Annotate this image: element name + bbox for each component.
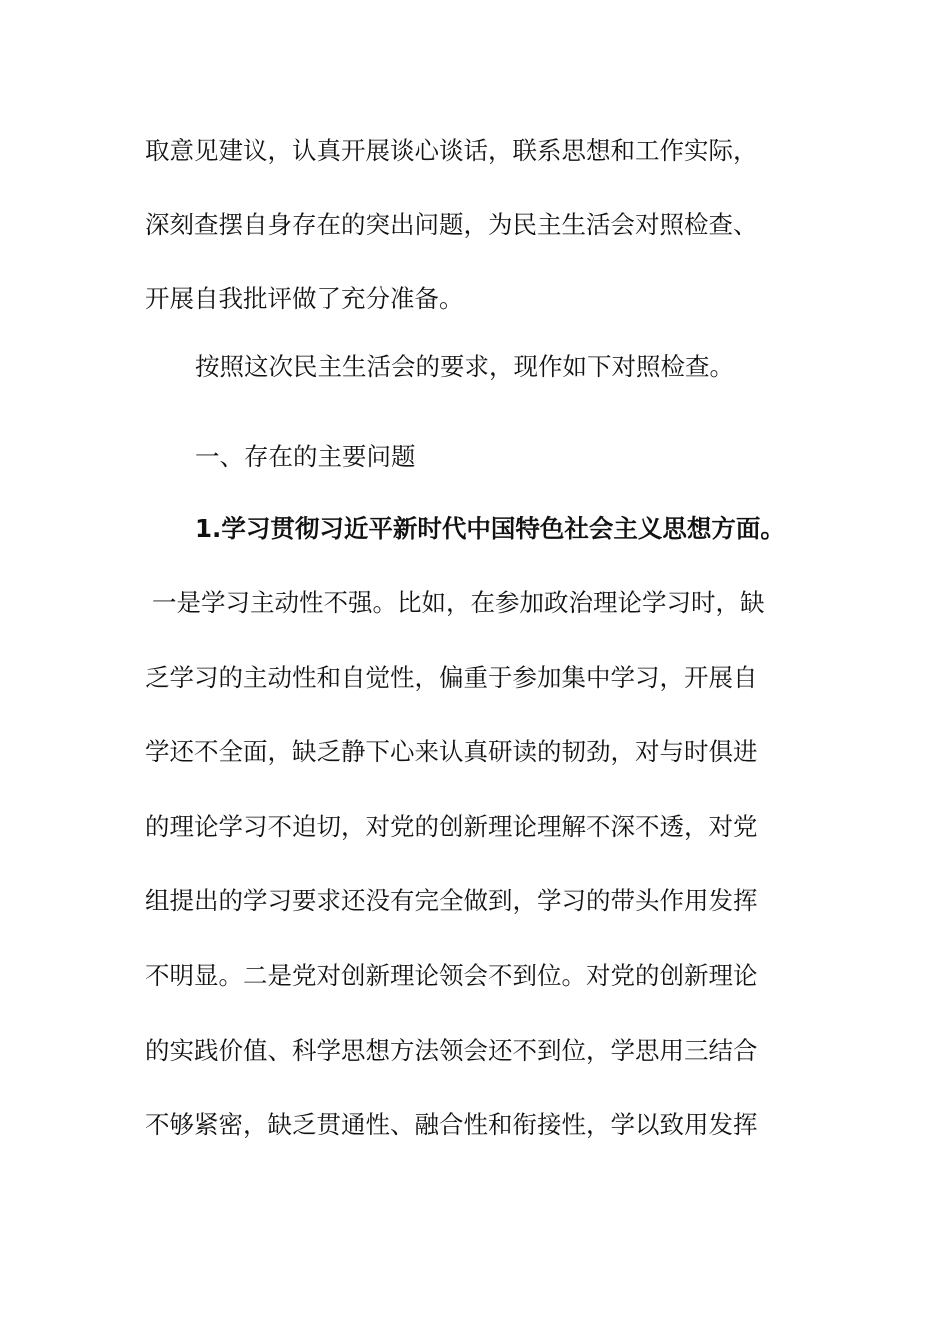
paragraph-line: 一是学习主动性不强。比如，在参加政治理论学习时，缺: [152, 588, 765, 617]
section-heading: 一、存在的主要问题: [195, 442, 416, 471]
paragraph-line: 乏学习的主动性和自觉性，偏重于参加集中学习，开展自: [145, 663, 758, 692]
paragraph-line: 不明显。二是党对创新理论领会不到位。对党的创新理论: [145, 961, 758, 990]
paragraph-line: 按照这次民主生活会的要求，现作如下对照检查。: [195, 352, 734, 381]
paragraph-line: 取意见建议，认真开展谈心谈话，联系思想和工作实际，: [145, 136, 758, 165]
paragraph-line: 组提出的学习要求还没有完全做到，学习的带头作用发挥: [145, 886, 758, 915]
paragraph-line: 深刻查摆自身存在的突出问题，为民主生活会对照检查、: [145, 210, 758, 239]
paragraph-line: 的理论学习不迫切，对党的创新理论理解不深不透，对党: [145, 812, 758, 841]
paragraph-line: 的实践价值、科学思想方法领会还不到位，学思用三结合: [145, 1036, 758, 1065]
paragraph-line: 开展自我批评做了充分准备。: [145, 284, 464, 313]
subsection-heading: 1.学习贯彻习近平新时代中国特色社会主义思想方面。: [195, 514, 785, 543]
paragraph-line: 学还不全面，缺乏静下心来认真研读的韧劲，对与时俱进: [145, 737, 758, 766]
paragraph-line: 不够紧密，缺乏贯通性、融合性和衔接性，学以致用发挥: [145, 1110, 758, 1139]
